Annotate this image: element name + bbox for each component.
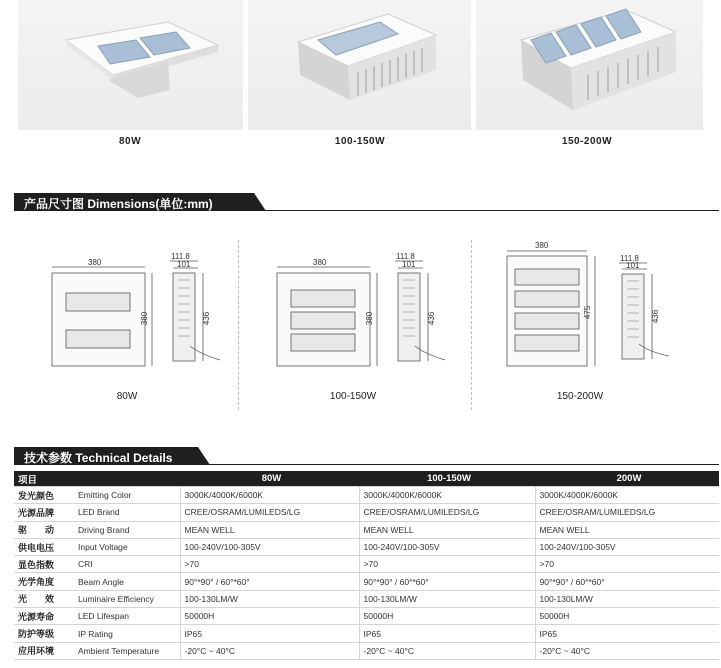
cell-200w: >70 [535, 556, 719, 573]
tech-header-col-80w: 80W [180, 471, 359, 487]
table-row [14, 608, 719, 625]
row-label-cn: 光 效 [14, 590, 74, 607]
dim-80w-side-height: 436 [202, 311, 212, 326]
cell-200w: 50000H [535, 608, 719, 625]
row-label-en: IP Rating [74, 625, 180, 642]
product-caption-80w: 80W [118, 136, 142, 147]
row-label-en: LED Lifespan [74, 608, 180, 625]
row-label-en: Driving Brand [74, 521, 180, 538]
cell-80w: 3000K/4000K/6000K [180, 487, 359, 504]
dimension-drawing-100-150w [265, 250, 455, 370]
cell-80w: 100-130LM/W [180, 590, 359, 607]
row-label-cn: 应用环境 [14, 642, 74, 659]
tech-table-header [14, 471, 719, 487]
table-row [14, 521, 719, 538]
dim-150-200w-side-total: 111.8 [620, 254, 639, 263]
cell-100-150w: 100-130LM/W [359, 590, 535, 607]
dim-100-150w-side-total: 111.8 [396, 252, 415, 261]
table-row [14, 625, 719, 642]
dimension-drawing-150-200w [495, 236, 685, 376]
dimension-label-150-200w: 150-200W [556, 391, 604, 402]
cell-80w: 90°*90° / 60°*60° [180, 573, 359, 590]
dim-100-150w-height: 380 [365, 311, 375, 326]
table-row [14, 487, 719, 504]
dim-150-200w-width: 380 [535, 241, 549, 250]
canopy-light-100-150w-image [248, 0, 471, 130]
cell-200w: -20°C ~ 40°C [535, 642, 719, 659]
product-photo-150-200w [476, 0, 703, 130]
dimension-drawing-80w-svg [40, 250, 230, 370]
dim-150-200w-side-body: 101 [626, 261, 640, 270]
cell-80w: MEAN WELL [180, 521, 359, 538]
cell-100-150w: CREE/OSRAM/LUMILEDS/LG [359, 504, 535, 521]
table-row [14, 573, 719, 590]
cell-200w: MEAN WELL [535, 521, 719, 538]
dimension-drawing-80w [40, 250, 230, 370]
cell-100-150w: MEAN WELL [359, 521, 535, 538]
row-label-en: Beam Angle [74, 573, 180, 590]
cell-200w: 100-240V/100-305V [535, 538, 719, 555]
dim-80w-side-total: 111.8 [171, 252, 190, 261]
dim-80w-width: 380 [88, 258, 102, 267]
row-label-cn: 发光颜色 [14, 487, 74, 504]
product-photo-100-150w [248, 0, 471, 130]
cell-100-150w: IP65 [359, 625, 535, 642]
dimension-drawing-100-150w-svg [265, 250, 455, 370]
table-row [14, 556, 719, 573]
dimension-divider-2 [471, 240, 472, 410]
row-label-en: Emitting Color [74, 487, 180, 504]
cell-200w: 3000K/4000K/6000K [535, 487, 719, 504]
dim-100-150w-width: 380 [313, 258, 327, 267]
cell-100-150w: -20°C ~ 40°C [359, 642, 535, 659]
dimension-label-80w: 80W [116, 391, 138, 402]
cell-80w: IP65 [180, 625, 359, 642]
canopy-light-150-200w-image [476, 0, 703, 130]
cell-80w: -20°C ~ 40°C [180, 642, 359, 659]
cell-80w: >70 [180, 556, 359, 573]
dimensions-title: 产品尺寸图 Dimensions(单位:mm) [24, 197, 213, 211]
row-label-cn: 光源品牌 [14, 504, 74, 521]
dimension-label-100-150w: 100-150W [329, 391, 377, 402]
dimension-divider-1 [238, 240, 239, 410]
dim-150-200w-side-height: 436 [651, 309, 661, 324]
canopy-light-80w-image [18, 0, 243, 130]
row-label-cn: 光学角度 [14, 573, 74, 590]
dim-100-150w-side-body: 101 [402, 260, 416, 269]
table-row [14, 590, 719, 607]
dimensions-header [14, 193, 719, 211]
cell-100-150w: 50000H [359, 608, 535, 625]
row-label-cn: 显色指数 [14, 556, 74, 573]
tech-header [14, 447, 719, 465]
dim-80w-height: 380 [140, 311, 150, 326]
tech-table [14, 471, 719, 660]
row-label-en: Ambient Temperature [74, 642, 180, 659]
table-row [14, 504, 719, 521]
row-label-cn: 防护等级 [14, 625, 74, 642]
cell-80w: 100-240V/100-305V [180, 538, 359, 555]
tech-header-col-100-150w: 100-150W [359, 471, 535, 487]
cell-80w: CREE/OSRAM/LUMILEDS/LG [180, 504, 359, 521]
dim-100-150w-side-height: 436 [427, 311, 437, 326]
row-label-en: Luminaire Efficiency [74, 590, 180, 607]
cell-200w: IP65 [535, 625, 719, 642]
row-label-en: CRI [74, 556, 180, 573]
cell-100-150w: 100-240V/100-305V [359, 538, 535, 555]
row-label-cn: 供电电压 [14, 538, 74, 555]
dim-80w-side-body: 101 [177, 260, 191, 269]
product-photo-80w [18, 0, 243, 130]
tech-header-col-200w: 200W [535, 471, 719, 487]
cell-200w: 100-130LM/W [535, 590, 719, 607]
cell-100-150w: >70 [359, 556, 535, 573]
row-label-en: Input Voltage [74, 538, 180, 555]
row-label-en: LED Brand [74, 504, 180, 521]
cell-100-150w: 3000K/4000K/6000K [359, 487, 535, 504]
cell-200w: CREE/OSRAM/LUMILEDS/LG [535, 504, 719, 521]
tech-header-item: 项目 [14, 471, 180, 487]
cell-80w: 50000H [180, 608, 359, 625]
cell-100-150w: 90°*90° / 60°*60° [359, 573, 535, 590]
product-caption-100-150w: 100-150W [334, 136, 386, 147]
tech-title: 技术参数 Technical Details [24, 451, 173, 465]
row-label-cn: 光源寿命 [14, 608, 74, 625]
table-row [14, 538, 719, 555]
table-row [14, 642, 719, 659]
product-caption-150-200w: 150-200W [561, 136, 613, 147]
row-label-cn: 驱 动 [14, 521, 74, 538]
dim-150-200w-height: 475 [583, 305, 593, 320]
cell-200w: 90°*90° / 60°*60° [535, 573, 719, 590]
